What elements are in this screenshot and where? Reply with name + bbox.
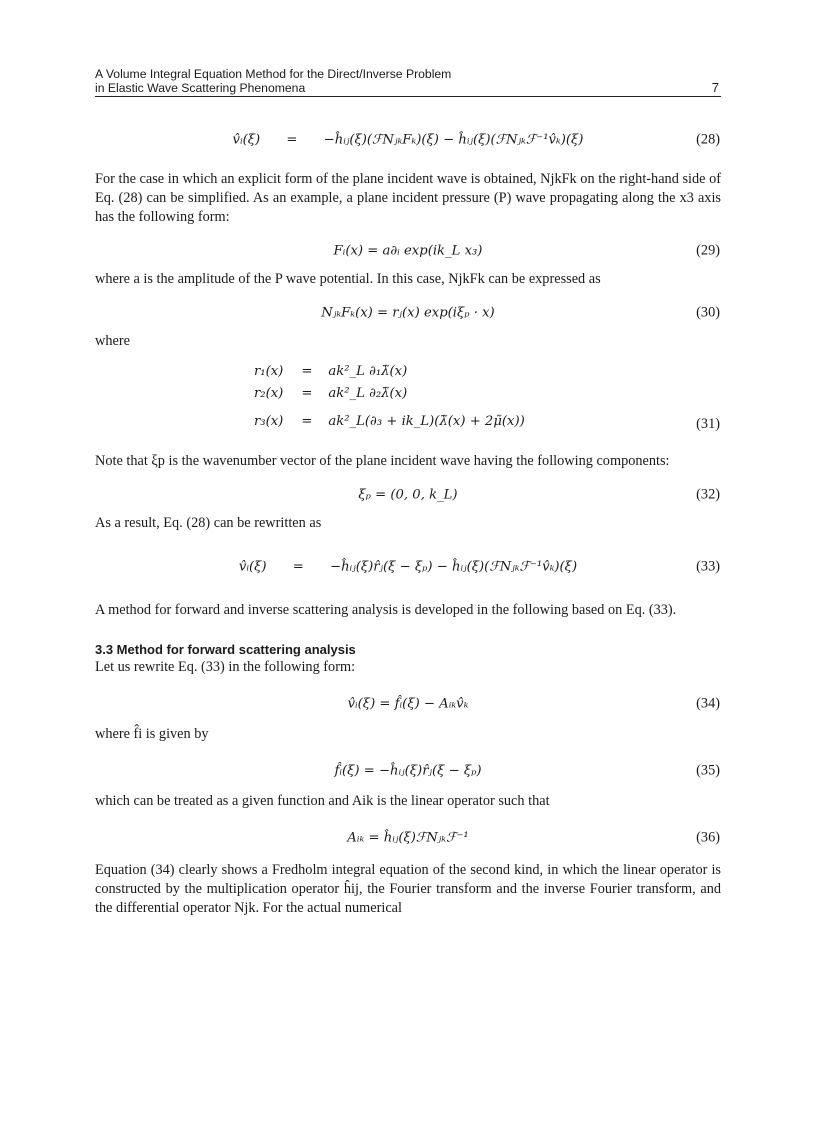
equation-32 [95, 480, 721, 510]
equation-34 [95, 689, 721, 719]
paragraph-5: As a result, Eq. (28) can be rewritten as [95, 515, 322, 531]
eq34-body: v̂ᵢ(ξ) = f̂ᵢ(ξ) − Aᵢₖv̂ₖ [347, 696, 469, 712]
paragraph-4: Note that ξp is the wavenumber vector of the plane incident wave having the following components: [95, 453, 670, 469]
eq29-body: Fᵢ(x) = a∂ᵢ exp(ik_L x₃) [333, 243, 483, 259]
paragraph-2: where a is the amplitude of the P wave potential. In this case, NjkFk can be expressed as [95, 271, 601, 287]
eq35-number: (35) [696, 762, 720, 779]
equation-30 [95, 298, 721, 328]
header-title-line2: in Elastic Wave Scattering Phenomena [95, 81, 306, 95]
eq35-body: f̂ᵢ(ξ) = −ĥᵢⱼ(ξ)r̂ⱼ(ξ − ξₚ) [334, 763, 482, 779]
eq28-lhs: v̂ᵢ(ξ) [232, 132, 261, 148]
eq31-row-1: r₁(x) = ak²_L ∂₁λ̃(x) [254, 360, 533, 382]
equation-33: v̂ᵢ(ξ) = −ĥᵢⱼ(ξ)r̂ⱼ(ξ − ξₚ) − ĥᵢⱼ(ξ)(ℱNⱼₖℱ⁻¹v̂ₖ)(ξ) (33) [238, 558, 720, 575]
equation-36 [95, 823, 721, 853]
equation-29 [95, 236, 721, 266]
eq30-number: (30) [696, 304, 720, 321]
equation-31 [95, 360, 721, 442]
header-title-line1: A Volume Integral Equation Method for the Direct/Inverse Problem [95, 67, 452, 81]
paragraph-1: For the case in which an explicit form of the plane incident wave is obtained, NjkFk on the right-hand side of Eq. (28) can be simplified. As an example, a plane incident pressure (P) wave propagating along the x3 axis has the following form: [95, 171, 721, 225]
eq34-number: (34) [696, 695, 720, 712]
eq31-r2-rhs: ak²_L ∂₂λ̃(x) [328, 385, 408, 401]
running-header [95, 67, 721, 97]
eq32-body: ξₚ = (0, 0, k_L) [358, 487, 458, 503]
equation-35 [95, 756, 721, 786]
eq31-row-2: r₂(x) = ak²_L ∂₂λ̃(x) [254, 382, 533, 404]
paragraph-3: where [95, 333, 130, 349]
eq28-number: (28) [696, 131, 720, 148]
eq31-r1-rhs: ak²_L ∂₁λ̃(x) [328, 363, 408, 379]
eq31-r3-lhs: r₃(x) [254, 413, 284, 429]
eq28-rhs: −ĥᵢⱼ(ξ)(ℱNⱼₖFₖ)(ξ) − ĥᵢⱼ(ξ)(ℱNⱼₖℱ⁻¹v̂ₖ)(ξ) [323, 132, 584, 148]
eq36-number: (36) [696, 829, 720, 846]
eq31-number: (31) [696, 416, 720, 432]
eq31-r3-rhs: ak²_L(∂₃ + ik_L)(λ̃(x) + 2μ̃(x)) [328, 413, 525, 429]
paragraph-7: Let us rewrite Eq. (33) in the following form: [95, 659, 356, 675]
paragraph-8: where f̂i is given by [95, 726, 209, 742]
eq33-rhs: −ĥᵢⱼ(ξ)r̂ⱼ(ξ − ξₚ) − ĥᵢⱼ(ξ)(ℱNⱼₖℱ⁻¹v̂ₖ)(ξ) [330, 559, 578, 575]
section-heading: 3.3 Method for forward scattering analysis [95, 642, 356, 657]
eq31-system [254, 360, 533, 438]
eq31-row-3: r₃(x) = ak²_L(∂₃ + ik_L)(λ̃(x) + 2μ̃(x)) [254, 404, 533, 438]
paragraph-10: Equation (34) clearly shows a Fredholm integral equation of the second kind, in which the linear operator is constructed by the multiplication operator ĥij, the Fourier transform and the inverse Fourier transform, and the differential operator Njk. For the actual numerical [95, 862, 721, 916]
eq32-number: (32) [696, 486, 720, 503]
page-number: 7 [711, 80, 719, 95]
eq33-lhs: v̂ᵢ(ξ) [238, 559, 267, 575]
paragraph-6: A method for forward and inverse scattering analysis is developed in the following based on Eq. (33). [95, 602, 677, 618]
eq31-r1-lhs: r₁(x) [254, 363, 284, 379]
equation-28: v̂ᵢ(ξ) = −ĥᵢⱼ(ξ)(ℱNⱼₖFₖ)(ξ) − ĥᵢⱼ(ξ)(ℱNⱼₖℱ⁻¹v̂ₖ)(ξ) (28) [232, 131, 720, 148]
page-body [95, 120, 721, 918]
eq36-body: Aᵢₖ = ĥᵢⱼ(ξ)ℱNⱼₖℱ⁻¹ [347, 830, 469, 846]
eq29-number: (29) [696, 242, 720, 259]
paragraph-9: which can be treated as a given function and Aik is the linear operator such that [95, 793, 550, 809]
eq30-body: NⱼₖFₖ(x) = rⱼ(x) exp(iξₚ · x) [321, 305, 495, 321]
eq31-r2-lhs: r₂(x) [254, 385, 284, 401]
eq33-number: (33) [696, 558, 720, 575]
